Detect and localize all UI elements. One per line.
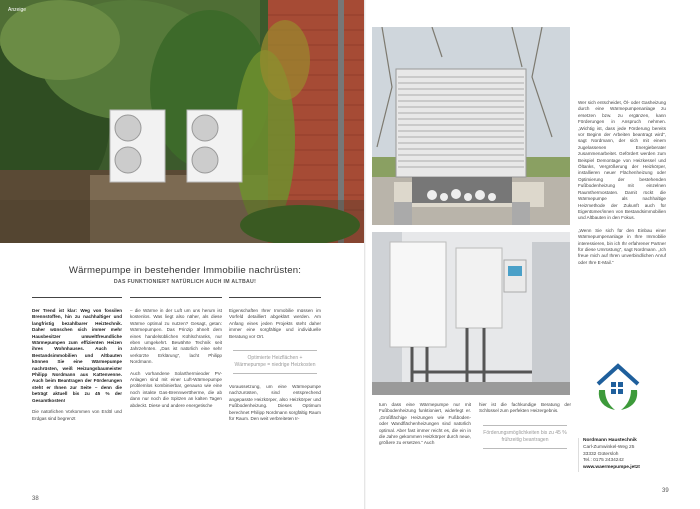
plinth-photo-graphic <box>372 27 570 225</box>
left-column-1 <box>32 308 122 503</box>
page-number-left: 38 <box>32 496 39 502</box>
right-column-main <box>578 100 666 390</box>
left-column-3 <box>229 308 321 503</box>
bottom-col1-paragraph: tum dass eine Wärmepumpe nur mit Fußbodenheizung funktioniert, widerlegt er. „Großflächige Heizungen wie Fußboden- oder Wandflächenheizungen sind natürlich optimal. Aber fast immer reicht es, die ein in die Jahre gekommen Heizkörper durch neue, größere zu ersetzen.“ Auch <box>379 402 471 446</box>
photo-indoor-installation <box>372 232 570 395</box>
page-number-right: 39 <box>662 488 669 494</box>
column-rule <box>229 297 321 298</box>
subsidy-caption-box <box>483 425 567 449</box>
company-name: Nordmann Haustechnik <box>583 438 637 443</box>
photo-outdoor-heat-pumps <box>0 0 364 243</box>
company-street: Carl-Zumwinkel-Weg 25 <box>583 444 635 450</box>
photo-heat-pump-on-plinth <box>372 27 570 225</box>
company-logo <box>593 360 643 414</box>
quote-paragraph: „Wenn Sie sich für den Einbau einer Wärmepumpenanlage in Ihre Immobilie interessieren, bin ich Ihr erfahrener Partner für diese Umrüstung“, sagt Nordmann. „Ich freue mich auf Ihren unverbindlichen Anruf oder Ihre E-Mail.“ <box>578 227 666 265</box>
headline: Wärmepumpe in bestehender Immobilie nachrüsten: <box>68 265 302 276</box>
house-logo-icon <box>593 360 643 414</box>
company-phone[interactable]: Tel.: 0175 2434242 <box>583 458 624 464</box>
intro-paragraph: Der Trend ist klar: Weg von fossilen Brennstoffen, hin zu nachhaltiger und langfristig bezahlbarer Heiztechnik. Daher wünschen sich immer mehr Hausbesitzer umweltfreundliche Wärmepumpen zum effizienten Heizen ihres Wohnhauses. Auch in Bestandsimmobilien und Altbauten können Sie eine Wärmepumpe nachrüsten, weiß Heizungsbaumeister Philipp Nordmann aus Kattenvenne. Auch beim Beantragen der Förderungen steht er Ihnen zur Seite – denn die beträgt aktuell bis zu 45 % der Gesamtkosten! <box>32 308 122 403</box>
body-paragraph: Die natürlichen Vorkommen von Erdöl und Erdgas sind begrenzt <box>32 409 122 421</box>
col3-paragraph-2: Voraussetzung, um eine Wärmepumpe nachzurüsten, sind entsprechend angepasste Heizkörper, also Heizkörper und Fußbodenheizung. Dieses Optimum berechnet Philipp Nordmann sorgfältig Raum für Raum. Den weit verbreiteten Ir- <box>229 384 321 422</box>
advertisement-label: Anzeige <box>8 7 27 13</box>
col2-paragraph-1: – die Wärme in der Luft um uns herum ist kostenlos. Was liegt also näher, als diese Wärme optimal zu nutzen? Gesagt, getan: Wärmepumpen. Das Prinzip ähnelt dem eines handelsüblichen Kühlschranks, nur eben umgekehrt. Bewährte Technik seit Jahrzehnten. „Das ist natürlich eine sehr verkürzte Erklärung“, lacht Philipp Nordmann. <box>130 308 222 365</box>
right-bottom-column-1 <box>379 402 471 497</box>
company-website-link[interactable]: www.waermepumpe.jetzt <box>583 465 640 471</box>
garden-photo-graphic <box>0 0 364 243</box>
col3-paragraph-1: Eigenschaften Ihrer Immobilie müssen im Vorfeld detailliert abgeklärt werden. Am Anfang eines jeden Projekts steht daher immer eine sorgfältige und individuelle Beratung vor Ort. <box>229 308 321 339</box>
bottom-col2-paragraph: hier ist die fachkundige Beratung der Schlüssel zum perfekten Heizergebnis. <box>479 402 571 414</box>
subsidy-caption: Förderungsmöglichkeiten bis zu 45 % frühzeitig beantragen <box>483 429 567 443</box>
column-rule <box>130 297 222 298</box>
contact-block <box>578 438 675 472</box>
indoor-photo-graphic <box>372 232 570 395</box>
pull-quote-caption <box>233 350 317 374</box>
column-rule <box>32 297 122 298</box>
right-page <box>366 0 700 509</box>
left-column-2 <box>130 308 222 503</box>
company-city: 33332 Gütersloh <box>583 451 619 457</box>
right-paragraph-1: Wer sich entscheidet, Öl- oder Gasheizung durch eine Wärmepumpenanlage zu ersetzen bzw. zu ergänzen, kann Förderungen in Anspruch nehmen. „Wichtig ist, dass jede Förderung bereits vor Beginn der Arbeiten beantragt wird“, sagt Nordmann, der sich mit einem zugelassenen Energieberater zusammenarbeitet. Gefördert werden zum Beispiel Demontage von Heizkessel und Öltanks, Vergrößerung der Heizkörper, installieren neuer Flächenheizung oder Optimierung der bestehenden Fußbodenheizung mit einzelnen Raumthermostaten. Damit rückt die Wärmepumpe als nachhaltige Heizmethode der Zukunft auch für Eigentümer/innen von Bestandsimmobilien und Altbauten in den Fokus. <box>578 100 666 221</box>
right-bottom-column-2 <box>479 402 571 497</box>
col2-paragraph-2: Auch vorhandene Solarthermieoder PV-Anlagen sind mit einer Luft-Wärmepumpe problemlos kombinierbar, genauso wie eine noch intakte Gas-Brennwerttherme, die ab dann nur noch die Spitzen an kalten Tagen abdeckt. Diese und andere energetische <box>130 370 222 408</box>
pull-quote-text: Optimierte Heizflächen + Wärmepumpe = niedrige Heizkosten <box>234 355 316 369</box>
subheadline: DAS FUNKTIONIERT NATÜRLICH AUCH IM ALTBAU! <box>113 279 257 285</box>
